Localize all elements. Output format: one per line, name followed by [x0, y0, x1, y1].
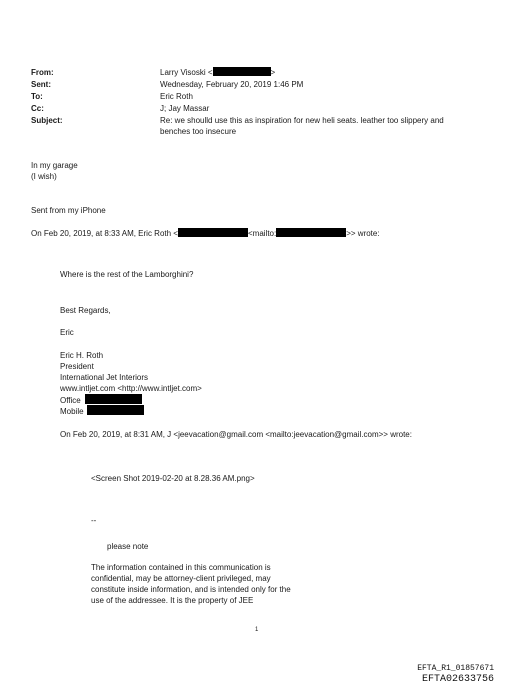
quote1-mailto: <mailto: — [247, 229, 277, 238]
subject-line-2: benches too insecure — [160, 127, 237, 136]
to-label: To: — [31, 92, 43, 101]
lamborghini-question: Where is the rest of the Lamborghini? — [60, 270, 194, 279]
signature-separator: -- — [91, 516, 97, 525]
page-number: 1 — [255, 627, 259, 633]
bates-id-1: EFTA_R1_01857671 — [417, 664, 494, 673]
sent-from-iphone: Sent from my iPhone — [31, 206, 106, 215]
quote1-suffix: >> wrote: — [346, 229, 380, 238]
redaction-bar — [213, 67, 271, 76]
office-label: Office — [60, 396, 81, 405]
redaction-bar — [87, 405, 144, 415]
from-name: Larry Visoski < — [160, 68, 213, 77]
sent-label: Sent: — [31, 80, 51, 89]
quote1-prefix: On Feb 20, 2019, at 8:33 AM, Eric Roth < — [31, 229, 178, 238]
signoff-name: Eric — [60, 328, 74, 337]
mobile-label: Mobile — [60, 407, 84, 416]
cc-value: J; Jay Massar — [160, 104, 210, 113]
best-regards: Best Regards, — [60, 306, 111, 315]
cc-label: Cc: — [31, 104, 44, 113]
bates-id-2: EFTA02633756 — [421, 674, 494, 685]
screenshot-attachment: <Screen Shot 2019-02-20 at 8.28.36 AM.png> — [91, 474, 255, 483]
quote-header-2: On Feb 20, 2019, at 8:31 AM, J <jeevacation@gmail.com <mailto:jeevacation@gmail.com>> wrote: — [60, 430, 412, 439]
confidentiality-notice: The information contained in this communication is confidential, may be attorney-client privileged, may constitute inside information, and is intended only for the use of the addressee. It is the property of JEE — [91, 563, 291, 605]
body-line-1: In my garage — [31, 161, 78, 170]
signature-title: President — [60, 362, 94, 371]
please-note: please note — [107, 542, 149, 551]
subject-line-1: Re: we shoulld use this as inspiration for new heli seats. leather too slippery and — [160, 116, 444, 125]
redaction-bar — [276, 228, 346, 237]
signature-website: www.intljet.com <http://www.intljet.com> — [60, 384, 202, 393]
from-close: > — [270, 68, 276, 77]
from-label: From: — [31, 68, 54, 77]
redaction-bar — [85, 394, 142, 404]
from-value — [160, 67, 275, 78]
body-line-2: (I wish) — [31, 172, 57, 181]
quote-header-1 — [31, 228, 380, 239]
sent-value: Wednesday, February 20, 2019 1:46 PM — [160, 80, 304, 89]
redaction-bar — [178, 228, 248, 237]
signature-mobile — [60, 405, 144, 417]
signature-name: Eric H. Roth — [60, 351, 104, 360]
subject-label: Subject: — [31, 116, 63, 125]
to-value: Eric Roth — [160, 92, 193, 101]
signature-company: International Jet Interiors — [60, 373, 149, 382]
